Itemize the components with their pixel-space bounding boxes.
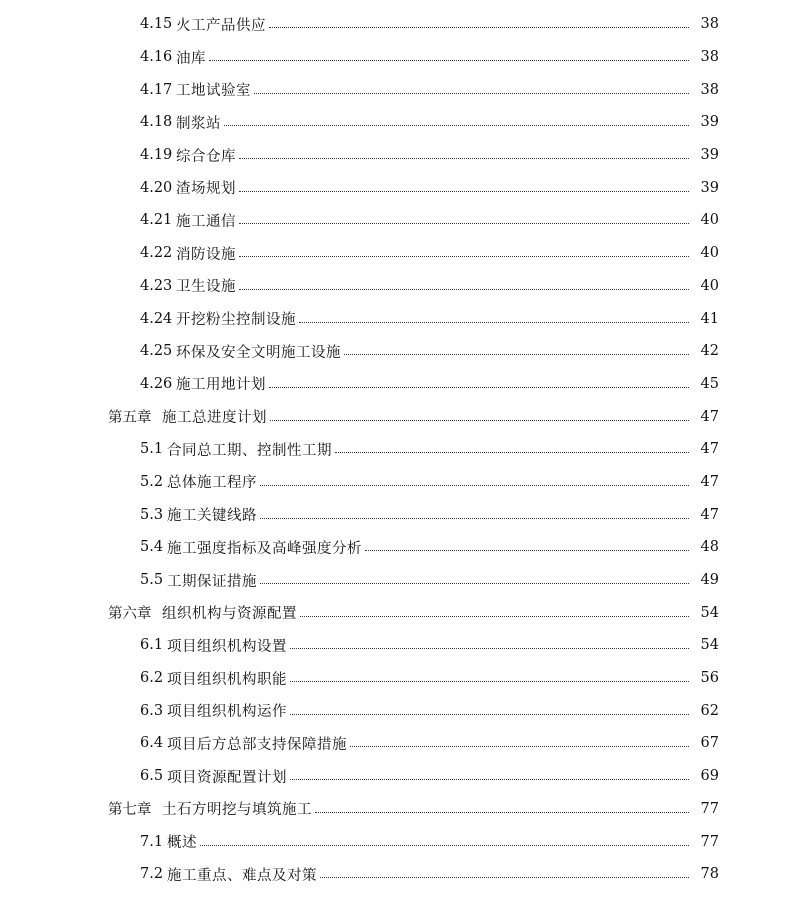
toc-dot-leader — [260, 582, 689, 584]
toc-section-entry[interactable] — [0, 531, 793, 564]
toc-entry-number: 5.4 — [140, 539, 164, 556]
toc-chapter-entry[interactable] — [0, 596, 793, 629]
toc-entry-page-number: 47 — [700, 441, 719, 458]
toc-entry-title: 施工强度指标及高峰强度分析 — [167, 540, 362, 557]
toc-section-entry[interactable] — [0, 139, 793, 172]
toc-entry-number: 7.1 — [140, 833, 164, 850]
toc-section-entry[interactable] — [0, 825, 793, 858]
toc-dot-leader — [290, 778, 689, 780]
toc-entry-title: 概述 — [167, 835, 197, 852]
toc-entry-title: 油库 — [176, 50, 206, 67]
toc-entry-page-number: 78 — [700, 866, 719, 883]
toc-entry-number: 6.2 — [140, 670, 164, 687]
toc-entry-number: 4.24 — [140, 310, 173, 327]
toc-section-entry[interactable] — [0, 727, 793, 760]
toc-entry-page-number: 69 — [700, 768, 719, 785]
toc-entry-page-number: 47 — [700, 408, 719, 425]
toc-section-entry[interactable] — [0, 171, 793, 204]
toc-entry-page-number: 67 — [700, 735, 719, 752]
toc-section-entry[interactable] — [0, 73, 793, 106]
toc-entry-number: 4.20 — [140, 179, 173, 196]
toc-chapter-entry[interactable] — [0, 400, 793, 433]
toc-section-entry[interactable] — [0, 498, 793, 531]
toc-entry-page-number: 47 — [700, 506, 719, 523]
toc-entry-page-number: 40 — [700, 277, 719, 294]
toc-entry-page-number: 49 — [700, 572, 719, 589]
toc-entry-number: 6.1 — [140, 637, 164, 654]
toc-entry-title: 卫生设施 — [176, 279, 236, 296]
toc-section-entry[interactable] — [0, 106, 793, 139]
toc-entry-number: 第六章 — [108, 606, 152, 623]
toc-entry-page-number: 38 — [700, 81, 719, 98]
toc-entry-number: 4.23 — [140, 277, 173, 294]
toc-entry-number: 4.21 — [140, 212, 173, 229]
toc-entry-number: 5.1 — [140, 441, 164, 458]
toc-entry-number: 5.3 — [140, 506, 164, 523]
toc-section-entry[interactable] — [0, 204, 793, 237]
toc-entry-page-number: 54 — [700, 604, 719, 621]
toc-entry-page-number: 54 — [700, 637, 719, 654]
toc-entry-number: 第五章 — [108, 410, 152, 427]
toc-dot-leader — [290, 647, 689, 649]
toc-entry-number: 4.25 — [140, 343, 173, 360]
toc-dot-leader — [254, 92, 689, 94]
toc-entry-number: 4.26 — [140, 375, 173, 392]
toc-entry-page-number: 40 — [700, 212, 719, 229]
toc-dot-leader — [290, 713, 689, 715]
toc-entry-number: 5.2 — [140, 473, 164, 490]
toc-section-entry[interactable] — [0, 466, 793, 499]
toc-entry-page-number: 77 — [700, 800, 719, 817]
toc-dot-leader — [209, 59, 689, 61]
toc-entry-number: 7.2 — [140, 866, 164, 883]
toc-entry-number: 4.17 — [140, 81, 173, 98]
toc-section-entry[interactable] — [0, 41, 793, 74]
toc-dot-leader — [200, 844, 689, 846]
toc-dot-leader — [269, 26, 689, 28]
toc-dot-leader — [239, 157, 689, 159]
toc-dot-leader — [344, 353, 689, 355]
toc-entry-title: 施工关键线路 — [167, 508, 257, 525]
toc-entry-title: 项目组织机构职能 — [167, 671, 287, 688]
toc-dot-leader — [239, 255, 689, 257]
toc-entry-number: 5.5 — [140, 572, 164, 589]
toc-entry-title: 项目组织机构运作 — [167, 704, 287, 721]
toc-dot-leader — [224, 124, 689, 126]
toc-dot-leader — [269, 386, 689, 388]
toc-entry-page-number: 42 — [700, 343, 719, 360]
toc-entry-page-number: 39 — [700, 114, 719, 131]
toc-dot-leader — [335, 451, 689, 453]
toc-section-entry[interactable] — [0, 433, 793, 466]
toc-entry-page-number: 47 — [700, 473, 719, 490]
toc-dot-leader — [315, 811, 689, 813]
toc-entry-title: 项目组织机构设置 — [167, 638, 287, 655]
toc-entry-title: 制浆站 — [176, 115, 221, 132]
toc-entry-page-number: 38 — [700, 49, 719, 66]
toc-entry-title: 施工重点、难点及对策 — [167, 867, 317, 884]
toc-entry-page-number: 41 — [700, 310, 719, 327]
toc-dot-leader — [270, 419, 689, 421]
toc-entry-page-number: 62 — [700, 702, 719, 719]
toc-entry-title: 施工用地计划 — [176, 377, 266, 394]
toc-entry-title: 土石方明挖与填筑施工 — [162, 802, 312, 819]
toc-entry-page-number: 40 — [700, 245, 719, 262]
toc-entry-number: 4.16 — [140, 49, 173, 66]
toc-entry-title: 环保及安全文明施工设施 — [176, 344, 341, 361]
toc-entry-page-number: 39 — [700, 147, 719, 164]
toc-entry-number: 第七章 — [108, 802, 152, 819]
toc-entry-page-number: 45 — [700, 375, 719, 392]
table-of-contents — [0, 8, 793, 891]
toc-dot-leader — [290, 680, 689, 682]
toc-section-entry[interactable] — [0, 564, 793, 597]
toc-section-entry[interactable] — [0, 368, 793, 401]
toc-section-entry[interactable] — [0, 858, 793, 891]
toc-entry-title: 项目后方总部支持保障措施 — [167, 736, 347, 753]
toc-entry-title: 组织机构与资源配置 — [162, 606, 297, 623]
toc-entry-number: 4.19 — [140, 147, 173, 164]
toc-dot-leader — [320, 876, 689, 878]
toc-entry-title: 渣场规划 — [176, 181, 236, 198]
toc-entry-title: 综合仓库 — [176, 148, 236, 165]
toc-section-entry[interactable] — [0, 760, 793, 793]
toc-section-entry[interactable] — [0, 237, 793, 270]
toc-entry-title: 工期保证措施 — [167, 573, 257, 590]
toc-section-entry[interactable] — [0, 694, 793, 727]
toc-section-entry[interactable] — [0, 629, 793, 662]
toc-entry-number: 6.5 — [140, 768, 164, 785]
toc-dot-leader — [365, 549, 689, 551]
toc-dot-leader — [239, 222, 689, 224]
toc-entry-title: 项目资源配置计划 — [167, 769, 287, 786]
toc-entry-number: 4.15 — [140, 16, 173, 33]
toc-entry-title: 开挖粉尘控制设施 — [176, 312, 296, 329]
toc-entry-page-number: 39 — [700, 179, 719, 196]
toc-entry-page-number: 38 — [700, 16, 719, 33]
toc-section-entry[interactable] — [0, 8, 793, 41]
toc-dot-leader — [300, 615, 689, 617]
toc-entry-number: 4.18 — [140, 114, 173, 131]
toc-entry-title: 火工产品供应 — [176, 17, 266, 34]
toc-entry-title: 消防设施 — [176, 246, 236, 263]
toc-dot-leader — [239, 190, 689, 192]
toc-entry-number: 6.4 — [140, 735, 164, 752]
toc-section-entry[interactable] — [0, 662, 793, 695]
toc-entry-title: 工地试验室 — [176, 83, 251, 100]
toc-dot-leader — [260, 484, 689, 486]
toc-chapter-entry[interactable] — [0, 793, 793, 826]
toc-dot-leader — [299, 321, 689, 323]
toc-entry-title: 施工通信 — [176, 213, 236, 230]
toc-entry-page-number: 77 — [700, 833, 719, 850]
toc-dot-leader — [239, 288, 689, 290]
toc-entry-number: 6.3 — [140, 702, 164, 719]
toc-dot-leader — [350, 745, 689, 747]
toc-entry-number: 4.22 — [140, 245, 173, 262]
toc-entry-title: 施工总进度计划 — [162, 410, 267, 427]
toc-dot-leader — [260, 517, 689, 519]
toc-section-entry[interactable] — [0, 302, 793, 335]
toc-entry-page-number: 56 — [700, 670, 719, 687]
toc-entry-title: 合同总工期、控制性工期 — [167, 442, 332, 459]
toc-entry-page-number: 48 — [700, 539, 719, 556]
toc-section-entry[interactable] — [0, 335, 793, 368]
toc-section-entry[interactable] — [0, 270, 793, 303]
toc-entry-title: 总体施工程序 — [167, 475, 257, 492]
